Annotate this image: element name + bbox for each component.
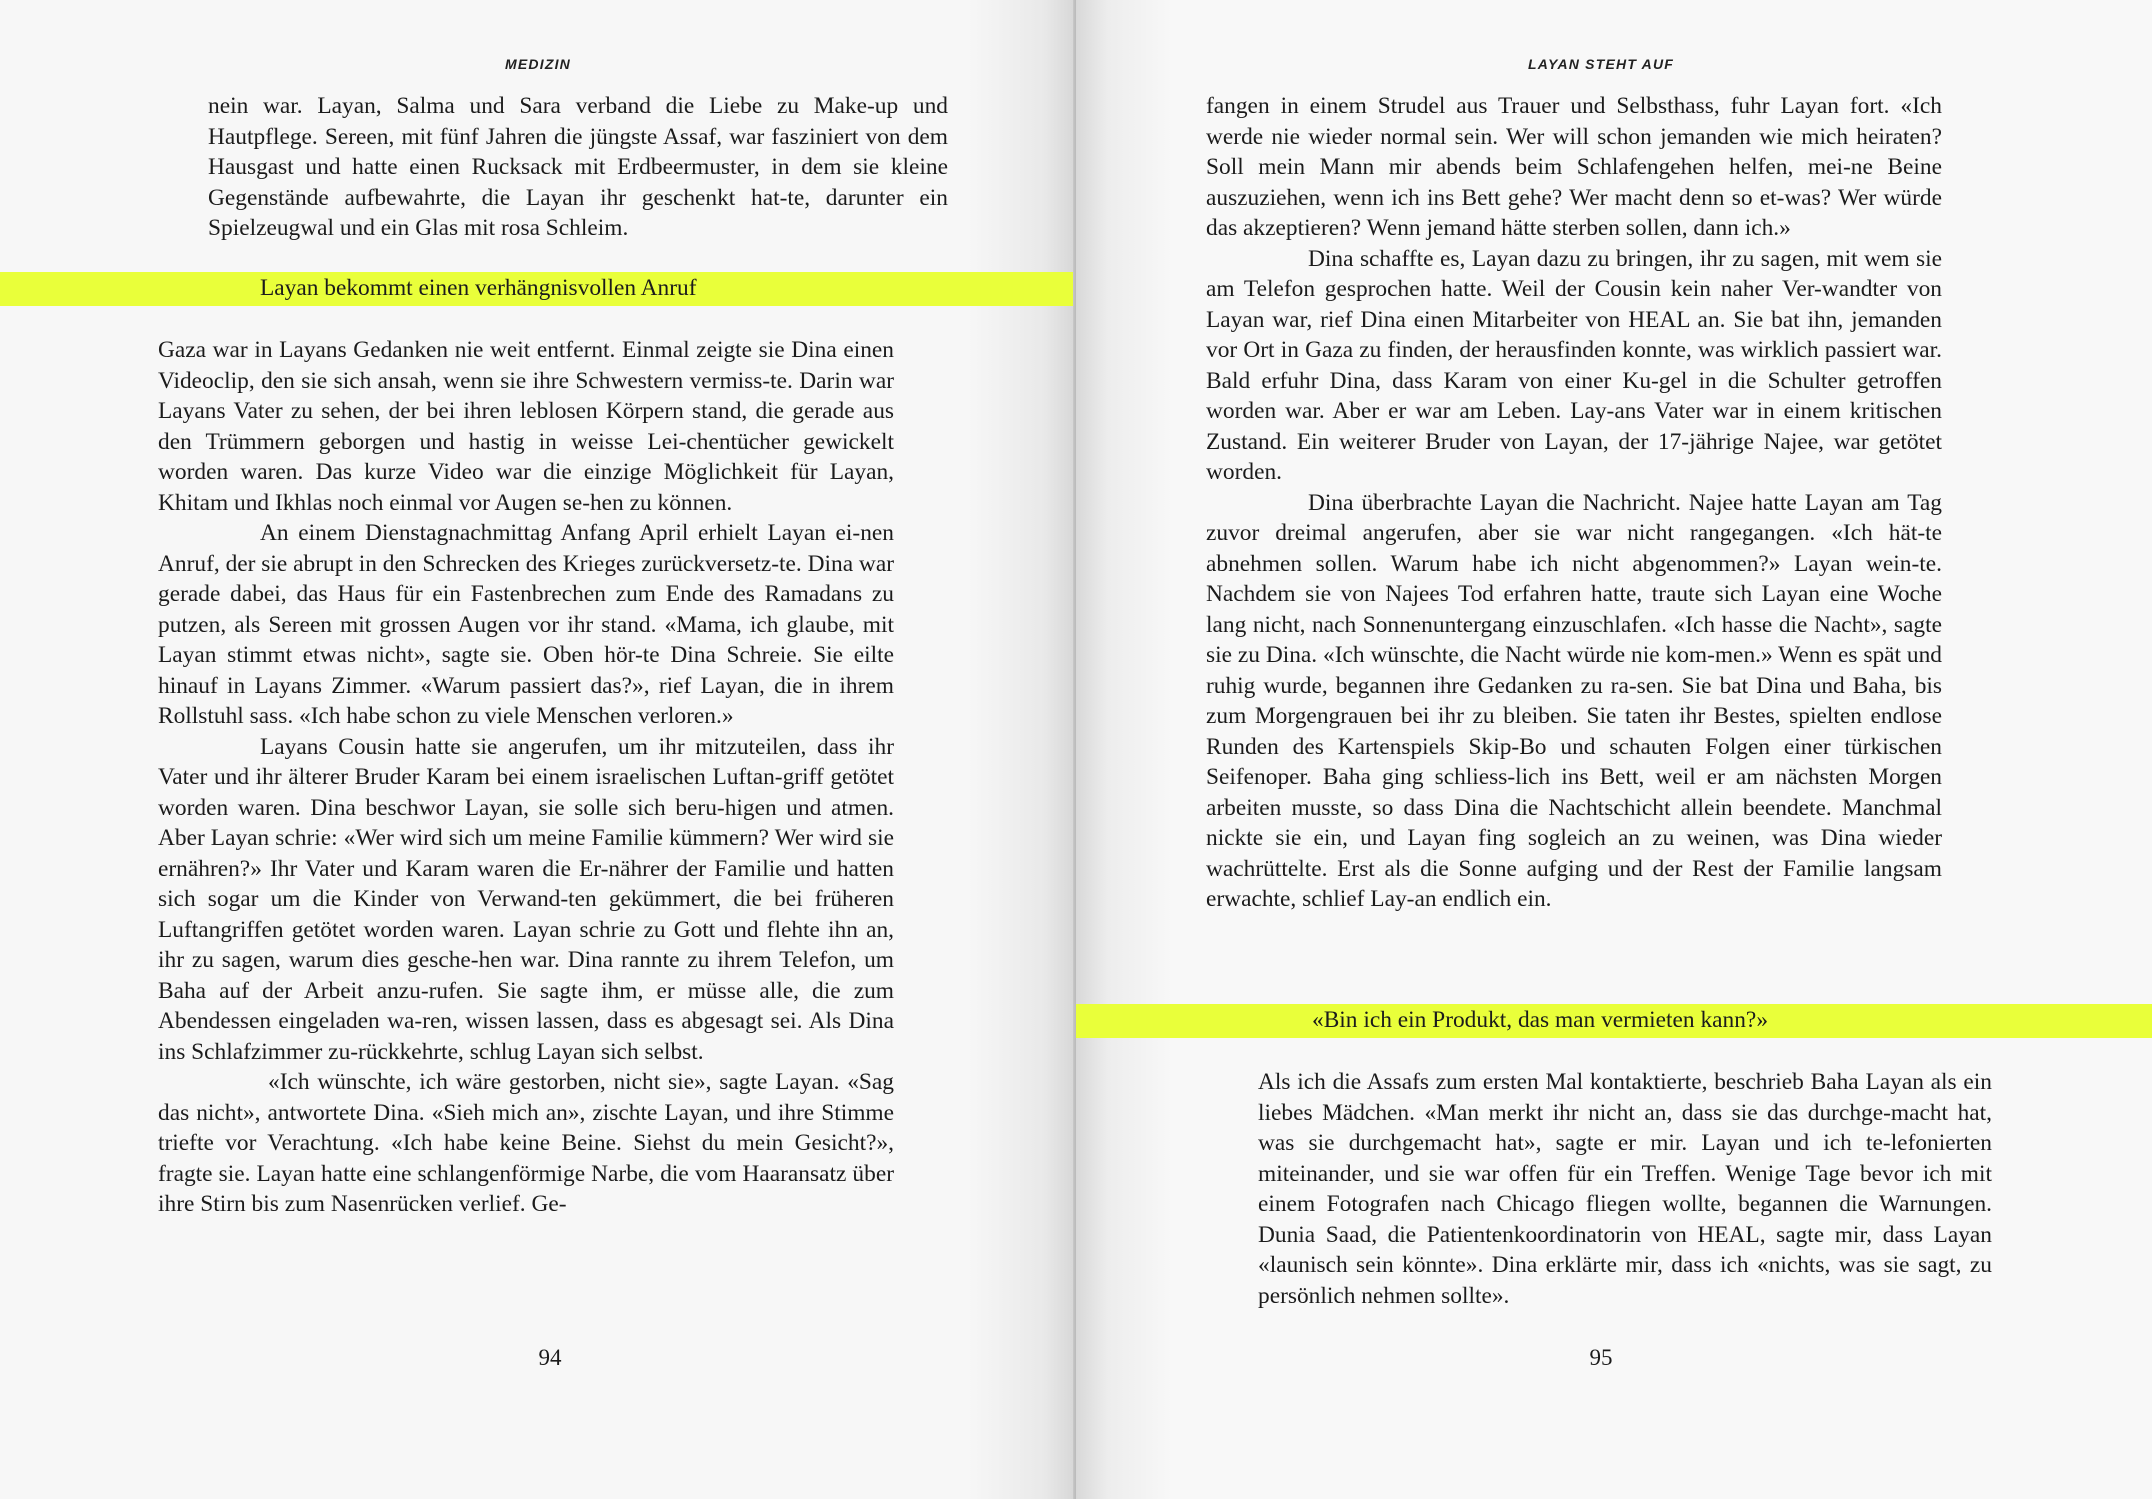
paragraph: «Ich wünschte, ich wäre gestorben, nicht sie», sagte Layan. «Sag das nicht», antwortete Dina. «Sieh mich an», zischte Layan, und ihre Stimme triefte vor Verachtung. «Ich habe keine Beine. Siehst du mein Gesicht?», fragte sie. Layan hatte eine schlangenförmige Narbe, die vom Haaransatz über ihre Stirn bis zum Nasenrücken verlief. Ge-	[158, 1069, 894, 1217]
paragraph: Layans Cousin hatte sie angerufen, um ihr mitzuteilen, dass ihr Vater und ihr älterer Bruder Karam bei einem israelischen Luftan-griff getötet worden waren. Dina beschwor Layan, sie solle sich beru-higen und atmen. Aber Layan schrie: «Wer wird sich um meine Familie kümmern? Wer wird sie ernähren?» Ihr Vater und Karam waren die Er-nährer der Familie und hatten sich sogar um die Kinder von Verwand-ten gekümmert, die bei früheren Luftangriffen getötet worden waren. Layan schrie zu Gott und flehte ihn an, ihr zu sagen, warum dies gesche-hen war. Dina rannte zu ihrem Telefon, um Baha auf der Arbeit anzu-rufen. Sie sagte ihm, er müsse alle, die zum Abendessen eingeladen wa-ren, wissen lassen, dass es abgesagt sei. Als Dina ins Schlafzimmer zu-rückkehrte, schlug Layan sich selbst.	[158, 733, 894, 1065]
paragraph: nein war. Layan, Salma und Sara verband die Liebe zu Make-up und Hautpflege. Sereen, mit fünf Jahren die jüngste Assaf, war fasziniert von dem Hausgast und hatte einen Rucksack mit Erdbeermuster, in dem sie kleine Gegenstände aufbewahrte, die Layan ihr geschenkt hat-te, darunter ein Spielzeugwal und ein Glas mit rosa Schleim.	[208, 93, 948, 241]
paragraph: Gaza war in Layans Gedanken nie weit entfernt. Einmal zeigte sie Dina einen Videoclip, den sie sich ansah, wenn sie ihre Schwestern vermiss-te. Darin war Layans Vater zu sehen, der bei ihren leblosen Körpern stand, die gerade aus den Trümmern geborgen und hastig in weisse Lei-chentücher gewickelt worden waren. Das kurze Video war die einzige Möglichkeit für Layan, Khitam und Ikhlas noch einmal vor Augen se-hen zu können.	[158, 337, 894, 516]
right-section-heading-bar	[1076, 1004, 2152, 1038]
left-running-head: MEDIZIN	[505, 56, 571, 72]
right-running-head: LAYAN STEHT AUF	[1527, 56, 1675, 72]
left-body-text	[158, 335, 894, 1220]
left-page-number: 94	[538, 1345, 562, 1370]
right-page-number: 95	[1589, 1345, 1613, 1370]
left-section-heading-bar	[0, 272, 1076, 306]
right-body-text	[1206, 91, 1942, 915]
left-section-heading: Layan bekommt einen verhängnisvollen Anruf	[260, 275, 697, 301]
paragraph: Dina überbrachte Layan die Nachricht. Najee hatte Layan am Tag zuvor dreimal angerufen, aber sie war nicht rangegangen. «Ich hät-te abnehmen sollen. Warum habe ich nicht abgenommen?» Layan wein-te. Nachdem sie von Najees Tod erfahren hatte, traute sich Layan eine Woche lang nicht, nach Sonnenuntergang einzuschlafen. «Ich hasse die Nacht», sagte sie zu Dina. «Ich wünschte, die Nacht würde nie kom-men.» Wenn es spät und ruhig wurde, begannen ihre Gedanken zu ra-sen. Sie bat Dina und Baha, bis zum Morgengrauen bei ihr zu bleiben. Sie taten ihr Bestes, spielten endlose Runden des Kartenspiels Skip-Bo und schauten Folgen einer türkischen Seifenoper. Baha ging schliess-lich ins Bett, weil er am nächsten Morgen arbeiten musste, so dass Dina die Nachtschicht allein beendete. Manchmal nickte sie ein, und Layan fing sogleich an zu weinen, was Dina wieder wachrüttelte. Erst als die Sonne aufging und der Rest der Familie langsam erwachte, schlief Lay-an endlich ein.	[1206, 489, 1942, 912]
left-top-paragraph	[208, 91, 948, 244]
right-page	[1076, 0, 2152, 1499]
paragraph: Dina schaffte es, Layan dazu zu bringen, ihr zu sagen, mit wem sie am Telefon gesprochen hatte. Weil der Cousin kein naher Ver-wandter von Layan war, rief Dina einen Mitarbeiter von HEAL an. Sie bat ihn, jemanden vor Ort in Gaza zu finden, der herausfinden konnte, was wirklich passiert war. Bald erfuhr Dina, dass Karam von einer Ku-gel in die Schulter getroffen worden war. Aber er war am Leben. Lay-ans Vater war in einem kritischen Zustand. Ein weiterer Bruder von Layan, der 17-jährige Najee, war getötet worden.	[1206, 245, 1942, 485]
paragraph: An einem Dienstagnachmittag Anfang April erhielt Layan ei-nen Anruf, der sie abrupt in den Schrecken des Krieges zurückversetz-te. Dina war gerade dabei, das Haus für ein Fastenbrechen zum Ende des Ramadans zu putzen, als Sereen mit grossen Augen vor ihr stand. «Mama, ich glaube, mit Layan stimmt etwas nicht», sagte sie. Oben hör-te Dina Schreie. Sie eilte hinauf in Layans Zimmer. «Warum passiert das?», rief Layan, die in ihrem Rollstuhl sass. «Ich habe schon zu viele Menschen verloren.»	[158, 520, 894, 729]
paragraph: fangen in einem Strudel aus Trauer und Selbsthass, fuhr Layan fort. «Ich werde nie wieder normal sein. Wer will schon jemanden wie mich heiraten? Soll mein Mann mir abends beim Schlafengehen helfen, mei-ne Beine auszuziehen, wenn ich ins Bett gehe? Wer macht denn so et-was? Wer würde das akzeptieren? Wenn jemand hätte sterben sollen, dann ich.»	[1206, 93, 1942, 241]
right-section-heading: «Bin ich ein Produkt, das man vermieten kann?»	[1312, 1007, 1769, 1033]
paragraph: Als ich die Assafs zum ersten Mal kontaktierte, beschrieb Baha Layan als ein liebes Mädchen. «Man merkt ihr nicht an, dass sie das durchge-macht hat, was sie durchgemacht hat», sagte er mir. Layan und ich te-lefonierten miteinander, und sie war offen für ein Treffen. Wenige Tage bevor ich mit einem Fotografen nach Chicago fliegen wollte, begannen die Warnungen. Dunia Saad, die Patientenkoordinatorin von HEAL, sagte mir, dass Layan «launisch sein könnte». Dina erklärte mir, dass ich «nichts, was sie sagt, zu persönlich nehmen sollte».	[1258, 1069, 1992, 1309]
right-bottom-paragraph	[1258, 1067, 1992, 1311]
